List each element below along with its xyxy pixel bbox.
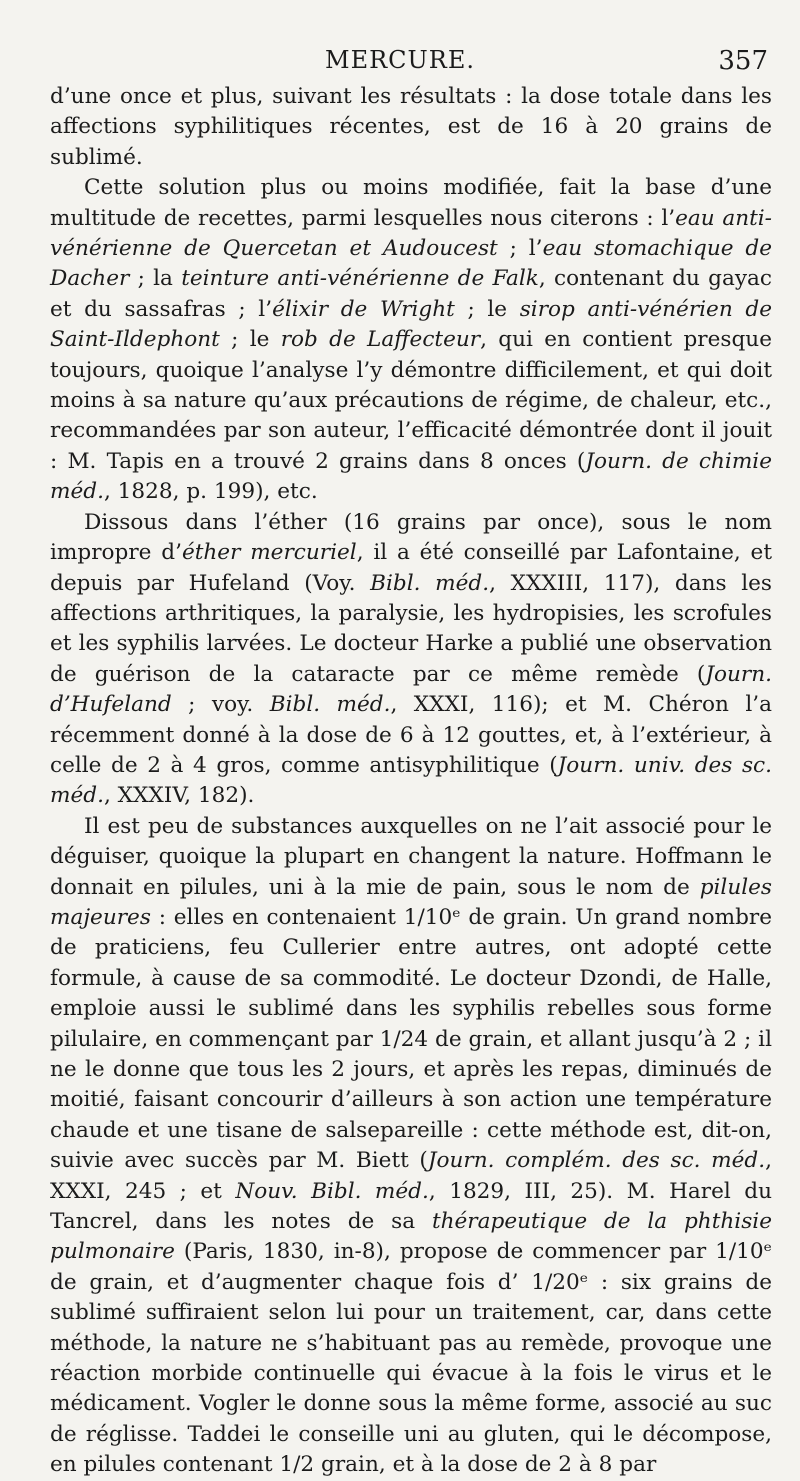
text-run: , 1828, p. 199), etc. — [103, 479, 318, 505]
text-run: Cette solution plus ou moins modifiée, fait la base d’une multitude de recettes, parmi lesquelles nous citerons : l’ — [50, 175, 772, 231]
italic-text: Journ. univ. des sc. méd. — [50, 752, 772, 809]
text-run: , contenant du gayac et du sassafras ; l’ — [50, 266, 772, 322]
text-run: (Paris, 1830, in-8), propose de commencer par 1/10ᵉ de grain, et d’augmenter chaque fois d’ 1/20ᵉ : six grains de sublimé suffiraient selon lui pour un traitement, car, dans cette méthode, la nature ne s’habituant pas au remède, provoque une réaction morbide continuelle qui évacue à la fois le virus et le médicament. Vogler le donne sous la même forme, associé au suc de réglisse. Taddei le conseille uni au gluten, qui le décompose, en pilules contenant 1/2 grain, et à la dose de 2 à 8 par — [50, 1239, 772, 1478]
italic-text: Bibl. méd. — [269, 692, 391, 718]
italic-text: éther mercuriel — [181, 540, 357, 566]
text-run: , XXXI, 245 ; et — [50, 1148, 772, 1204]
text-run: , il a été conseillé par Lafontaine, et depuis par Hufeland (Voy. — [50, 540, 772, 596]
text-run: Dissous dans l’éther (16 grains par once), sous le nom impropre d’ — [50, 509, 772, 566]
text-run: ; l’ — [497, 236, 543, 262]
text-run: ; le — [454, 296, 520, 322]
text-run: ; la — [129, 266, 182, 292]
italic-text: sirop anti-vénérien de Saint-Ildephont — [50, 296, 772, 353]
paragraph — [50, 812, 772, 1481]
italic-text: Nouv. Bibl. méd. — [235, 1178, 429, 1204]
text-run: ; le — [219, 327, 281, 353]
text-run: d’une once et plus, suivant les résultats : la dose totale dans les affections syphilitiques récentes, est de 16 à 20 grains de sublimé. — [50, 84, 772, 170]
text-run: , XXXI, 116); et M. Chéron l’a récemment donné à la dose de 6 à 12 gouttes, et, à l’extérieur, à celle de 2 à 4 gros, comme antisyphilitique ( — [50, 692, 772, 778]
text-run: ; voy. — [171, 692, 270, 718]
italic-text: élixir de Wright — [272, 296, 455, 322]
italic-text: thérapeutique de la phthisie pulmonaire — [50, 1209, 772, 1265]
italic-text: Bibl. méd. — [370, 570, 490, 596]
italic-text: pilules majeures — [50, 874, 772, 930]
running-head: MERCURE. — [325, 46, 475, 74]
text-run: , XXXIII, 117), dans les affections arthritiques, la paralysie, les hydropisies, les scrofules et les syphilis larvées. Le docteur Harke a publié une observation de guérison de la cataracte par ce même remède ( — [50, 570, 772, 687]
italic-text: eau anti-vénérienne de Quercetan et Audoucest — [50, 205, 772, 262]
italic-text: rob de Laffecteur — [280, 327, 481, 353]
text-run: : elles en contenaient 1/10ᵉ de grain. Un grand nombre de praticiens, feu Cullerier entre autres, ont adopté cette formule, à cause de sa commodité. Le docteur Dzondi, de Halle, emploie aussi le sublimé dans les syphilis rebelles sous forme pilulaire, en commençant par 1/24 de grain, et allant jusqu’à 2 ; il ne le donne que tous les 2 jours, et après les repas, diminués de moitié, faisant concourir d’ailleurs à son action une température chaude et une tisane de salsepareille : cette méthode est, dit-on, suivie avec succès par M. Biett ( — [50, 904, 772, 1174]
text-run: Il est peu de substances auxquelles on ne l’ait associé pour le déguiser, quoique la plupart en changent la nature. Hoffmann le donnait en pilules, uni à la mie de pain, sous le nom de — [50, 813, 772, 900]
text-run: , 1829, III, 25). M. Harel du Tancrel, dans les notes de sa — [50, 1178, 772, 1235]
italic-text: Journ. complém. des sc. méd. — [427, 1148, 766, 1174]
body-text — [50, 82, 772, 1481]
italic-text: teinture anti-vénérienne de Falk — [181, 266, 539, 292]
paragraph — [50, 82, 772, 173]
paragraph — [50, 173, 772, 507]
paragraph — [50, 508, 772, 812]
italic-text: Journ. d’Hufeland — [50, 661, 772, 718]
page-header — [0, 46, 800, 80]
text-run: , XXXIV, 182). — [103, 783, 255, 809]
text-run: , qui en contient presque toujours, quoique l’analyse l’y démontre difficilement, et qui doit moins à sa nature qu’aux précautions de régime, de chaleur, etc., recommandées par son auteur, l’efficacité démontrée dont il jouit : M. Tapis en a trouvé 2 grains dans 8 onces ( — [50, 327, 772, 474]
page-number: 357 — [718, 46, 768, 76]
italic-text: Journ. de chimie méd. — [50, 448, 772, 505]
italic-text: eau stomachique de Dacher — [50, 236, 773, 292]
